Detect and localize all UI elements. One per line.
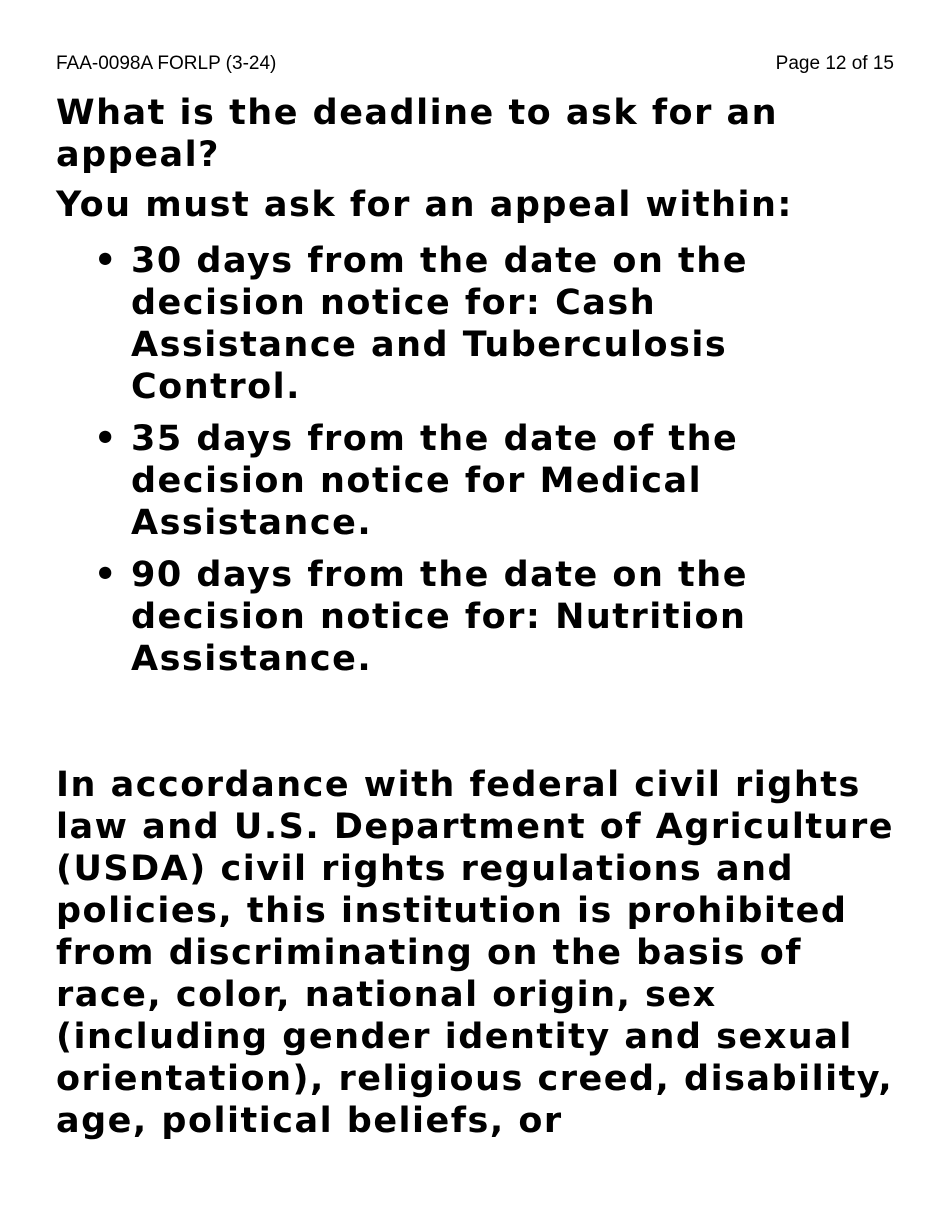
list-item: [56, 554, 896, 680]
bullet-icon: •: [94, 419, 118, 459]
list-item-text: 90 days from the date on the decision notice for: Nutrition Assistance.: [131, 555, 748, 679]
intro-text: You must ask for an appeal within:: [56, 185, 793, 225]
page-content: [56, 92, 896, 1142]
deadline-list: [56, 240, 896, 680]
list-item: [56, 418, 896, 544]
nondiscrimination-statement: In accordance with federal civil rights law and U.S. Department of Agriculture (USDA) civil rights regulations and policies, this institution is prohibited from discriminating on the basis of race, color, national origin, sex (including gender identity and sexual orientation), religious creed, disability, age, political beliefs, or: [56, 765, 894, 1141]
question-heading: What is the deadline to ask for an appeal?: [56, 93, 779, 175]
form-id: FAA-0098A FORLP (3-24): [56, 53, 277, 74]
bullet-icon: •: [94, 555, 118, 595]
bullet-icon: •: [94, 241, 118, 281]
list-item-text: 35 days from the date of the decision notice for Medical Assistance.: [131, 419, 739, 543]
list-item: [56, 240, 896, 408]
page-number: Page 12 of 15: [775, 53, 894, 74]
list-item-text: 30 days from the date on the decision notice for: Cash Assistance and Tuberculosis Control.: [131, 241, 748, 407]
